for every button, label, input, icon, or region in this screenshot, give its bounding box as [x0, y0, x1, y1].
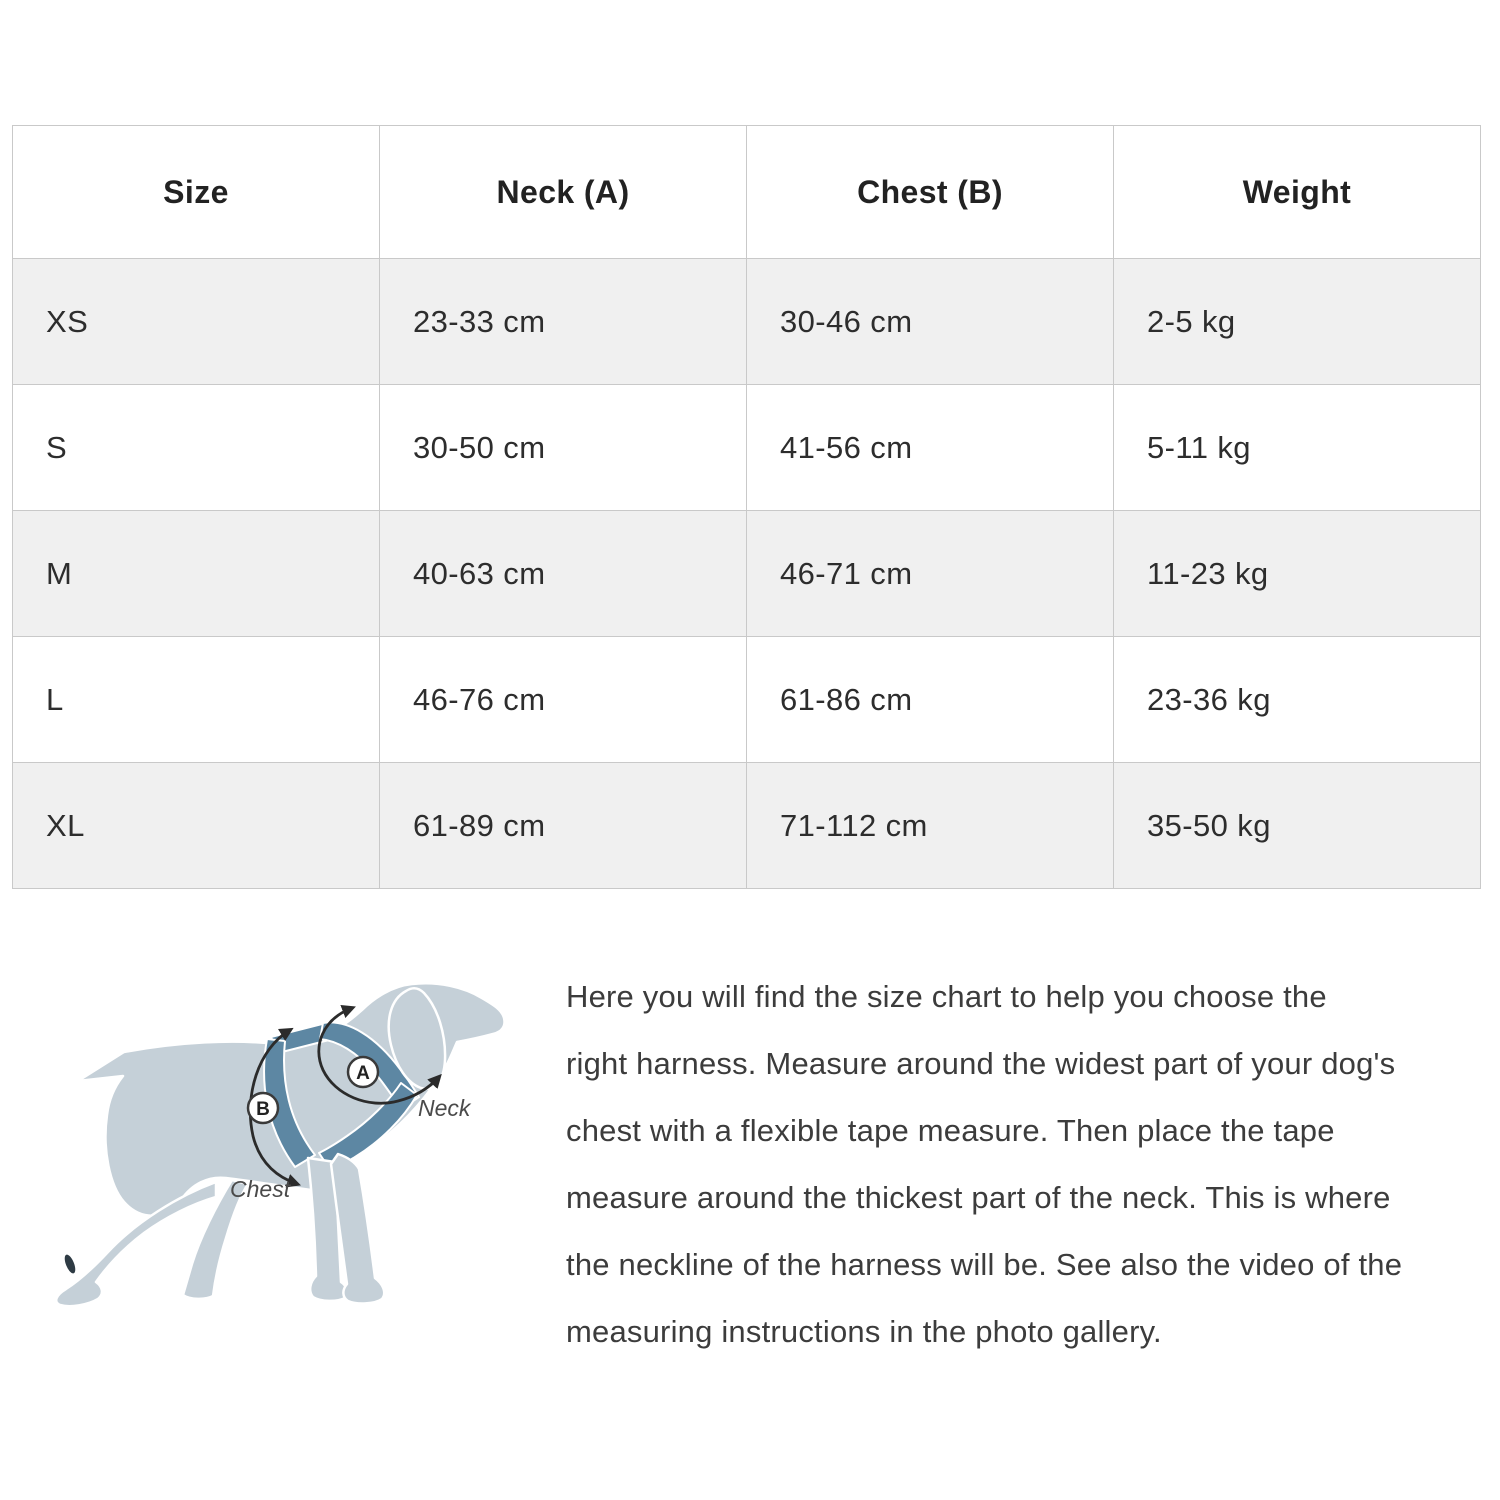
point-b-letter: B: [256, 1099, 270, 1120]
cell-chest: 41-56 cm: [747, 385, 1114, 511]
cell-size: L: [13, 637, 380, 763]
cell-weight: 5-11 kg: [1114, 385, 1481, 511]
neck-label: Neck: [418, 1095, 471, 1121]
instruction-line: chest with a flexible tape measure. Then place the tape: [566, 1113, 1335, 1148]
table-row-xl: [13, 763, 1481, 889]
point-b-badge: [248, 1093, 278, 1123]
table-row-s: [13, 385, 1481, 511]
cell-weight: 35-50 kg: [1114, 763, 1481, 889]
table-row-xs: [13, 259, 1481, 385]
dewclaw-mark: [63, 1253, 78, 1275]
cell-weight: 23-36 kg: [1114, 637, 1481, 763]
cell-size: M: [13, 511, 380, 637]
cell-chest: 46-71 cm: [747, 511, 1114, 637]
table-row-l: [13, 637, 1481, 763]
cell-neck: 61-89 cm: [380, 763, 747, 889]
table-header-row: [13, 126, 1481, 259]
col-header-neck: Neck (A): [380, 126, 747, 259]
cell-neck: 23-33 cm: [380, 259, 747, 385]
cell-chest: 30-46 cm: [747, 259, 1114, 385]
table-row-m: [13, 511, 1481, 637]
cell-neck: 30-50 cm: [380, 385, 747, 511]
point-a-badge: [348, 1057, 378, 1087]
col-header-size: Size: [13, 126, 380, 259]
cell-weight: 2-5 kg: [1114, 259, 1481, 385]
col-header-weight: Weight: [1114, 126, 1481, 259]
col-header-chest: Chest (B): [747, 126, 1114, 259]
instruction-line: measure around the thickest part of the neck. This is where: [566, 1180, 1391, 1215]
cell-chest: 61-86 cm: [747, 637, 1114, 763]
cell-weight: 11-23 kg: [1114, 511, 1481, 637]
sizing-instructions: [566, 963, 1402, 1365]
cell-neck: 40-63 cm: [380, 511, 747, 637]
point-a-letter: A: [356, 1063, 370, 1084]
instruction-line: the neckline of the harness will be. See also the video of the: [566, 1247, 1403, 1282]
cell-chest: 71-112 cm: [747, 763, 1114, 889]
cell-neck: 46-76 cm: [380, 637, 747, 763]
instruction-line: Here you will find the size chart to help you choose the: [566, 979, 1327, 1014]
cell-size: XS: [13, 259, 380, 385]
instruction-line: right harness. Measure around the widest part of your dog's: [566, 1046, 1396, 1081]
cell-size: XL: [13, 763, 380, 889]
cell-size: S: [13, 385, 380, 511]
size-chart-table: [12, 125, 1481, 889]
dog-measurement-diagram: [20, 950, 540, 1370]
instruction-line: measuring instructions in the photo gallery.: [566, 1314, 1162, 1349]
chest-label: Chest: [230, 1176, 291, 1202]
